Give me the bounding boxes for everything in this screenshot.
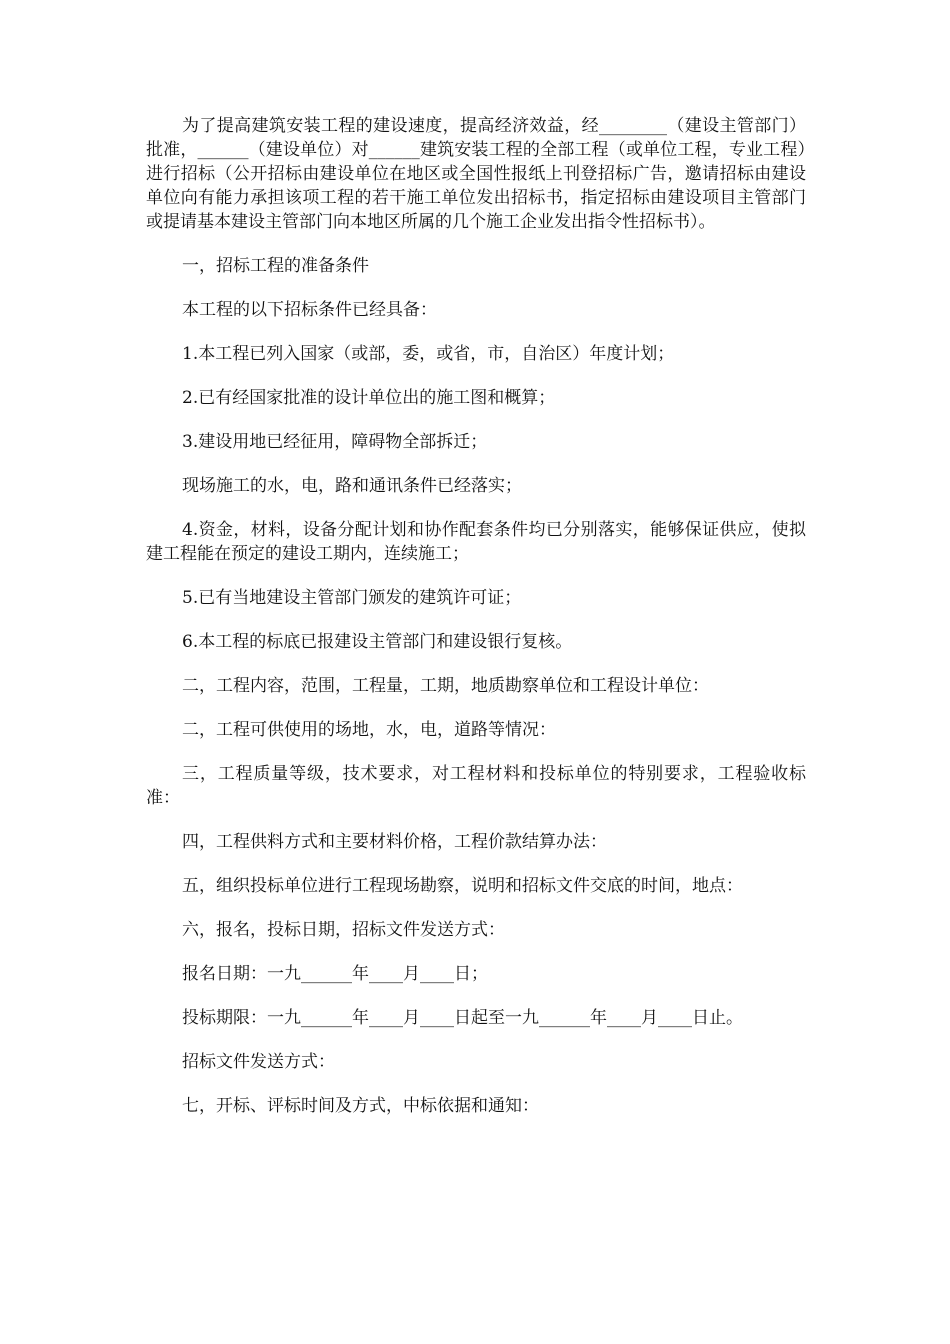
section-heading-7: 七，开标、评标时间及方式，中标依据和通知： xyxy=(182,1096,539,1116)
registration-date: 报名日期：一九______年____月____日； xyxy=(182,964,488,984)
condition-item-1: 1.本工程已列入国家（或部，委，或省，市，自治区）年度计划； xyxy=(182,344,675,364)
section-heading-2: 二，工程内容，范围，工程量，工期，地质勘察单位和工程设计单位： xyxy=(182,676,709,696)
condition-item-2: 2.已有经国家批准的设计单位出的施工图和概算； xyxy=(182,388,556,408)
condition-site-utilities: 现场施工的水，电，路和通讯条件已经落实； xyxy=(182,476,522,496)
section-heading-5: 五，组织投标单位进行工程现场勘察，说明和招标文件交底的时间，地点： xyxy=(182,876,743,896)
section-heading-6: 六，报名，投标日期，招标文件发送方式： xyxy=(182,920,505,940)
condition-item-6: 6.本工程的标底已报建设主管部门和建设银行复核。 xyxy=(182,632,573,652)
condition-item-3: 3.建设用地已经征用，障碍物全部拆迁； xyxy=(182,432,488,452)
conditions-intro: 本工程的以下招标条件已经具备： xyxy=(182,300,437,320)
condition-item-4: 4.资金，材料，设备分配计划和协作配套条件均已分别落实，能够保证供应，使拟建工程能在预定的建设工期内，连续施工； xyxy=(146,520,806,564)
intro-paragraph: 为了提高建筑安装工程的建设速度，提高经济效益，经________（建设主管部门）批准，______（建设单位）对______建筑安装工程的全部工程（或单位工程，专业工程）进行招标（公开招标由建设单位在地区或全国性报纸上刊登招标广告，邀请招标由建设单位向有能力承担该项工程的若干施工单位发出招标书，指定招标由建设项目主管部门或提请基本建设主管部门向本地区所属的几个施工企业发出指令性招标书）。 xyxy=(146,116,806,232)
section-heading-1: 一，招标工程的准备条件 xyxy=(182,256,369,276)
section-heading-4: 四，工程供料方式和主要材料价格，工程价款结算办法： xyxy=(182,832,607,852)
document-body xyxy=(146,114,806,1138)
section-heading-3: 三，工程质量等级，技术要求，对工程材料和投标单位的特别要求，工程验收标准： xyxy=(146,764,806,808)
document-delivery-method: 招标文件发送方式： xyxy=(182,1052,335,1072)
bid-period: 投标期限：一九______年____月____日起至一九______年____月____日止。 xyxy=(182,1008,743,1028)
section-heading-2b: 二，工程可供使用的场地，水，电，道路等情况： xyxy=(182,720,556,740)
condition-item-5: 5.已有当地建设主管部门颁发的建筑许可证； xyxy=(182,588,522,608)
